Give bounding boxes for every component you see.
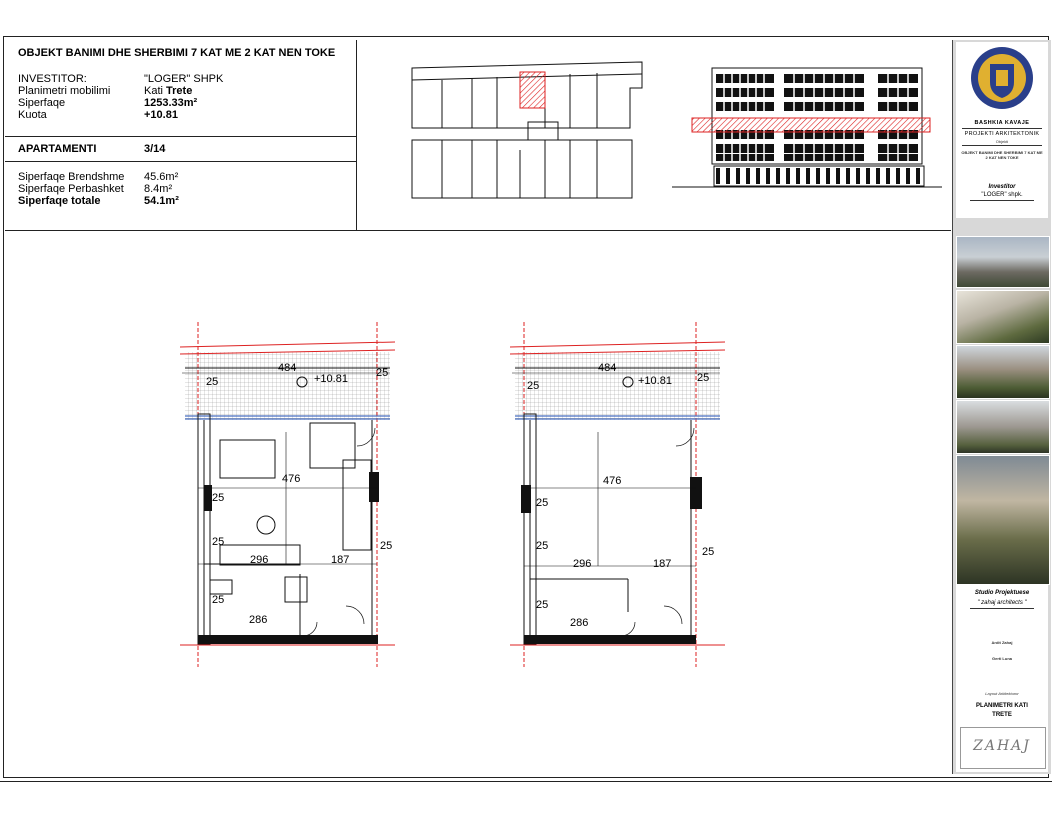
dim-side-b2: 25 xyxy=(536,497,549,509)
investor-label-side: Investitor xyxy=(988,184,1016,190)
area-label: Siperfaqe xyxy=(18,97,66,109)
sheet-title-2: TRETE xyxy=(992,712,1012,718)
area-common-label: Siperfaqe Perbashket xyxy=(18,183,124,195)
header-divider xyxy=(356,40,357,230)
level-mark-b: +10.81 xyxy=(638,375,672,387)
title-block-sidebar xyxy=(952,40,1051,774)
project-title: OBJEKT BANIMI DHE SHERBIMI 7 KAT ME 2 KAT NEN TOKE xyxy=(18,47,336,59)
plan-value: Kati Trete xyxy=(144,85,193,97)
object-label: Objekti xyxy=(995,139,1009,144)
page-bottom-line xyxy=(0,781,1052,782)
dim-side-a2: 25 xyxy=(212,492,225,504)
apartment-label: APARTAMENTI xyxy=(18,143,97,155)
area-common-value: 8.4m² xyxy=(144,183,173,195)
dim-side-a1: 25 xyxy=(206,376,219,388)
render-photo-4 xyxy=(956,400,1050,454)
dim-top-b: 484 xyxy=(598,362,617,374)
info-rule-1 xyxy=(5,136,356,137)
render-photo-2 xyxy=(956,290,1050,344)
area-total-label: Siperfaqe totale xyxy=(18,195,101,207)
dim-side-b5: 25 xyxy=(697,372,710,384)
studio-label: Studio Projektuese xyxy=(974,590,1030,596)
dim-mid-a: 476 xyxy=(282,473,301,485)
dim-side-b6: 25 xyxy=(702,546,715,558)
dim-side-b1: 25 xyxy=(527,380,540,392)
empty-floor-plan xyxy=(510,322,725,667)
apartment-value: 3/14 xyxy=(144,143,166,155)
person-1: Ardit Zahaj xyxy=(991,640,1013,645)
sheet-label: Layout Arkitekturor xyxy=(985,691,1019,696)
elevation-view xyxy=(672,66,942,192)
municipality-seal xyxy=(970,46,1034,110)
studio-name: " zahaj architects " xyxy=(977,600,1027,606)
dim-side-a3: 25 xyxy=(212,536,225,548)
dim-mid-b: 476 xyxy=(603,475,622,487)
render-photo-3 xyxy=(956,345,1050,399)
level-value: +10.81 xyxy=(144,109,178,121)
dim-right-b: 187 xyxy=(653,558,672,570)
investor-value: "LOGER" SHPK xyxy=(144,73,224,85)
investor-name-side: "LOGER" shpk. xyxy=(981,192,1023,198)
investor-label: INVESTITOR: xyxy=(18,73,87,85)
dim-top-a: 484 xyxy=(278,362,297,374)
area-value: 1253.33m² xyxy=(144,97,198,109)
studio-logo: ZAHAJ xyxy=(973,738,1031,754)
plan-label: Planimetri mobilimi xyxy=(18,85,111,97)
sheet-title-1: PLANIMETRI KATI xyxy=(976,703,1028,709)
dim-right-a: 187 xyxy=(331,554,350,566)
level-mark-a: +10.81 xyxy=(314,373,348,385)
info-rule-2 xyxy=(5,161,356,162)
dim-side-a6: 25 xyxy=(380,540,393,552)
dim-bottom-a: 286 xyxy=(249,614,268,626)
render-photo-1 xyxy=(956,236,1050,288)
level-label: Kuota xyxy=(18,109,47,121)
dim-left-a: 296 xyxy=(250,554,269,566)
dim-bottom-b: 286 xyxy=(570,617,589,629)
dim-left-b: 296 xyxy=(573,558,592,570)
department: PROJEKTI ARKITEKTONIK xyxy=(964,131,1040,137)
area-total-value: 54.1m² xyxy=(144,195,179,207)
person-2: Gerti Luna xyxy=(991,656,1012,661)
dim-side-b3: 25 xyxy=(536,540,549,552)
dim-side-a4: 25 xyxy=(212,594,225,606)
dim-side-b4: 25 xyxy=(536,599,549,611)
render-photo-5 xyxy=(956,455,1050,585)
header-bottom-rule xyxy=(5,230,951,231)
area-inner-value: 45.6m² xyxy=(144,171,179,183)
dim-side-a5: 25 xyxy=(376,367,389,379)
studio-card xyxy=(956,584,1048,772)
object-name: OBJEKT BANIMI DHE SHERBIMI 7 KAT ME 2 KAT NEN TOKE xyxy=(961,150,1043,160)
municipality-name: BASHKIA KAVAJE xyxy=(974,120,1030,126)
area-inner-label: Siperfaqe Brendshme xyxy=(18,171,125,183)
key-plan xyxy=(402,58,652,208)
title-card xyxy=(956,42,1048,218)
